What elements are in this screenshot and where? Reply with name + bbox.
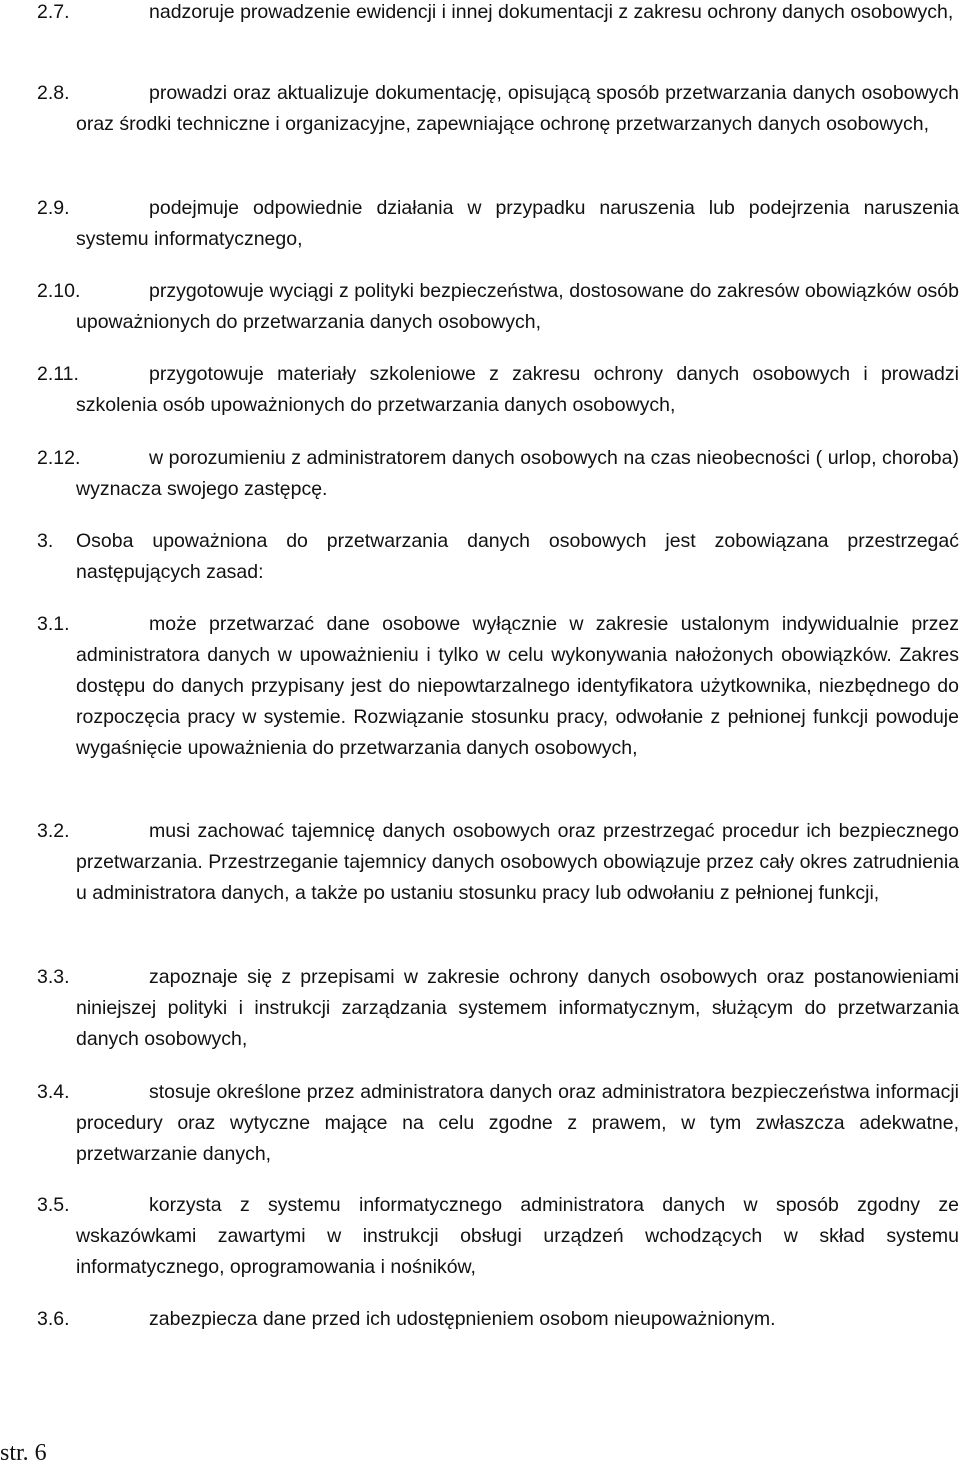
section-3 [37,526,959,588]
item-text: może przetwarzać dane osobowe wyłącznie w zakresie ustalonym indywidualnie przez administratora danych w upoważnieniu i tylko w celu wykonywania nałożonych obowiązków. Zakres dostępu do danych przypisany jest do niepowtarzalnego identyfikatora użytkownika, niezbędnego do rozpoczęcia pracy w systemie. Rozwiązanie stosunku pracy, odwołanie z pełnionej funkcji powoduje wygaśnięcie upoważnienia do przetwarzania danych osobowych, [76,613,959,759]
list-item-3-4 [37,1077,959,1170]
page-number: str. 6 [0,1440,47,1466]
list-item-3-2 [37,816,959,909]
item-number: 2.11. [37,363,79,385]
item-number: 2.10. [37,280,81,302]
item-number: 2.8. [37,82,70,104]
list-item-3-3 [37,962,959,1055]
list-item-2-7 [37,0,959,28]
item-text: musi zachować tajemnicę danych osobowych oraz przestrzegać procedur ich bezpiecznego przetwarzania. Przestrzeganie tajemnicy danych osobowych obowiązuje przez cały okres zatrudnienia u administratora danych, a także po ustaniu stosunku pracy lub odwołaniu z pełnionej funkcji, [76,820,959,904]
item-text: w porozumieniu z administratorem danych osobowych na czas nieobecności ( urlop, choroba) wyznacza swojego zastępcę. [76,447,959,500]
item-number: 2.9. [37,197,70,219]
list-item-2-11 [37,359,959,421]
item-text: korzysta z systemu informatycznego administratora danych w sposób zgodny ze wskazówkami zawartymi w instrukcji obsługi urządzeń wchodzących w skład systemu informatycznego, oprogramowania i nośników, [76,1194,959,1278]
list-item-2-10 [37,276,959,338]
item-text: nadzoruje prowadzenie ewidencji i innej dokumentacji z zakresu ochrony danych osobowych, [149,1,954,23]
list-item-3-1 [37,609,959,764]
item-text: prowadzi oraz aktualizuje dokumentację, opisującą sposób przetwarzania danych osobowych oraz środki techniczne i organizacyjne, zapewniające ochronę przetwarzanych danych osobowych, [76,82,959,135]
item-number: 2.7. [37,1,70,23]
item-text: stosuje określone przez administratora danych oraz administratora bezpieczeństwa informacji procedury oraz wytyczne mające na celu zgodne z prawem, w tym zwłaszcza adekwatne, przetwarzanie danych, [76,1081,959,1165]
item-number: 3.2. [37,820,70,842]
list-item-2-12 [37,443,959,505]
list-item-2-9 [37,193,959,255]
list-item-3-5 [37,1190,959,1283]
item-text: zapoznaje się z przepisami w zakresie ochrony danych osobowych oraz postanowieniami niniejszej polityki i instrukcji zarządzania systemem informatycznym, służącym do przetwarzania danych osobowych, [76,966,959,1050]
list-item-3-6 [37,1304,959,1335]
item-number: 3.4. [37,1081,70,1103]
item-number: 3.3. [37,966,70,988]
item-text: przygotowuje materiały szkoleniowe z zakresu ochrony danych osobowych i prowadzi szkolenia osób upoważnionych do przetwarzania danych osobowych, [76,363,959,416]
list-item-2-8 [37,78,959,140]
item-text: przygotowuje wyciągi z polityki bezpieczeństwa, dostosowane do zakresów obowiązków osób upoważnionych do przetwarzania danych osobowych, [76,280,959,333]
item-number: 3.5. [37,1194,70,1216]
item-text: Osoba upoważniona do przetwarzania danych osobowych jest zobowiązana przestrzegać następujących zasad: [76,530,959,583]
item-text: zabezpiecza dane przed ich udostępnieniem osobom nieupoważnionym. [149,1308,776,1330]
item-number: 3.6. [37,1308,70,1330]
item-number: 3. [37,530,54,552]
item-text: podejmuje odpowiednie działania w przypadku naruszenia lub podejrzenia naruszenia systemu informatycznego, [76,197,959,250]
item-number: 3.1. [37,613,70,635]
item-number: 2.12. [37,447,81,469]
